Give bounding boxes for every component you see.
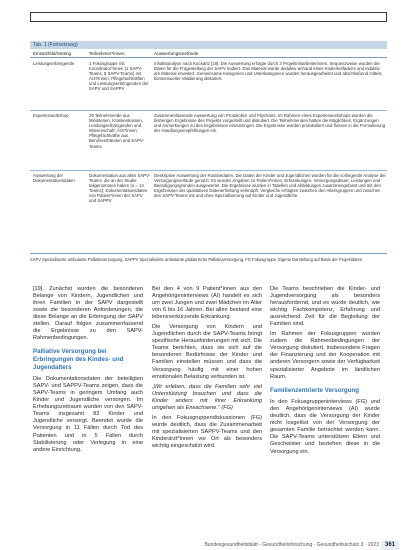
table-cell-setting: Auswertung der Dokumentationsdaten (33, 173, 75, 184)
table-cell-participants: Dokumentation aus allen SAPV-Teams, die an der Studie teilgenommen haben (n = 13 Teams); Dokumentationsdaten von Patient*innen der SAPV und SAPPV (89, 173, 151, 204)
table-bottom-rule (30, 253, 387, 254)
text-column-middle (152, 286, 262, 453)
table-cell-method: Zusammenfassende Auswertung von Protokollen und Flipcharts. Im Rahmen eines Expertenworkshops wurden die bisherigen Ergebnisse des Projekts vorgestellt und diskutiert. Die Teilnehmenden hatten die Möglichkeit, Ergänzungen und Anmerkungen zu den Ergebnissen einzubringen. Die Ergebnisse wurden protokolliert und flossen in die Formulierung der Handlungsempfehlungen ein. (154, 113, 386, 134)
section-heading: Palliative Versorgung bei Erbringungen des Kindes- und Jugendalters (33, 348, 124, 371)
table-title: Tab. 1 (Fortsetzung) (30, 41, 387, 49)
paragraph: Bei den 4 von 9 Patient*innen aus den Angehörigeninterviews (AI) handelt es sich um zwei Jungen und zwei Mädchen im Alter von 6 bis 16 Jahren. Bei allen bestand eine lebensverkürzende Erkrankung. (152, 286, 262, 321)
table-cell-method: Inhaltsanalyse nach Kuckartz [19]. Die Auswertung erfolgte durch 3 Projektmitarbeiterinnen. Sequenzweise wurden die Daten für die Fragestellung der SAPV kodiert. Das Material wurde deduktiv anhand eines Kodierleitfadens und induktiv am Material erweitert. Gemeinsame Kategorien und Unterkategorien wurden herausgearbeitet und abschließend mittels konsensueller Validierung diskutiert. (154, 61, 382, 82)
table-header-row (30, 50, 387, 58)
header-box (30, 12, 387, 22)
table-cell-method: Deskriptive Auswertung der Routinedaten. Die Daten der Kinder und Jugendlichen wurden für die vorliegende Analyse der Versorgungsverläufe genutzt. Es wurden Angaben zu Patient*innen, Erkrankungen, Versorgungsdauer, Leistungen und Beendigungsgründen ausgewertet. Die Ergebnisse wurden in Tabellen und Abbildungen zusammengefasst und mit den Ergebnissen der qualitativen Datenerhebung verknüpft. Vergleiche erfolgten zwischen den Altersgruppen und zwischen den SAPV-Teams mit und ohne Spezialisierung auf Kinder und Jugendliche. (154, 173, 386, 199)
paragraph: In den Fokusgruppendiskussionen (FG) wurde deutlich, dass die Zusammenarbeit mit spezialisierten SAPPV-Teams und den Kinderärzt*innen vor Ort als besonders wichtig eingeschätzt wird. (152, 414, 262, 449)
page-number: 361 (381, 541, 399, 550)
text-column-right (270, 286, 380, 459)
text-column-left (33, 286, 143, 457)
page-footer (0, 541, 413, 550)
paragraph: In den Fokusgruppeninterviews (FG) und den Angehörigeninterviews (AI) wurde deutlich, dass die Versorgung der Kinder nicht losgelöst von der Versorgung der gesamten Familie betrachtet werden kann. Die SAPV-Teams unterstützen Eltern und Geschwister und beziehen diese in die Versorgung ein. (270, 399, 380, 455)
paragraph: Im Rahmen der Fokusgruppen wurden zudem die Rahmenbedingungen der Versorgung diskutiert, insbesondere Fragen der Finanzierung und der Kooperation mit anderen Versorgern sowie der Verfügbarkeit spezialisierter Angebote im ländlichen Raum. (270, 331, 380, 380)
table-row (30, 111, 387, 167)
table-cell-participants: 29 Teilnehmende aus Ministerien, Krankenkassen, Leistungserbringenden und Wissenschaft; Ärzt*innen, Pflegefachkräfte aus Berufsverbänden und SAPV-Teams (89, 113, 144, 149)
table-cell-setting: Leistungserbringende (33, 61, 75, 66)
paragraph: [19]. Zunächst wurden die besonderen Belange von Kindern, Jugendlichen und ihren Familien in der SAPV dargestellt sowie die besonderen Anforderungen, die diese Belange an die Erbringung der SAPV stellen. Darauf folgen zusammenfassend die Ergebnisse zu den SAPV-Rahmenbedingungen. (33, 286, 143, 342)
paragraph: Die Teams beschrieben die Kinder- und Jugendversorgung als besonders herausfordernd, und es wurde deutlich, wie wichtig Fachkompetenz, Erfahrung und ausreichend Zeit für die Begleitung der Familien sind. (270, 286, 380, 328)
journal-citation: Bundesgesundheitsblatt - Gesundheitsforschung - Gesundheitsschutz 3 · 2023 (204, 542, 379, 548)
section-heading: Familienzentrierte Versorgung (270, 386, 360, 394)
table-header-setting: Einsatzfeld/Setting (33, 51, 72, 56)
table-header-method: Auswertungsmethode (154, 51, 199, 56)
quote: „Wir erleben, dass die Familien sehr viel Unterstützung brauchen und dass die Kinder anders mit ihrer Erkrankung umgehen als Erwachsene.“ (FG) (152, 383, 262, 411)
table-cell-setting: Expertenworkshop (33, 113, 69, 118)
paragraph: Die Versorgung von Kindern und Jugendlichen durch die SAPV-Teams bringt spezifische Herausforderungen mit sich. Die Teams berichten, dass sie sich auf die besonderen Bedürfnisse der Kinder und Familien einstellen müssen und dass die Versorgung häufig mit einer hohen emotionalen Belastung verbunden ist. (152, 324, 262, 380)
paragraph: Die Dokumentationsdaten der beteiligten SAPV- und SAPPV-Teams zeigen, dass die SAPV-Teams in geringem Umfang auch Kinder und Jugendliche versorgen. Im Erhebungszeitraum wurden von den SAPV-Teams insgesamt 83 Kinder und Jugendliche versorgt. Beendet wurde die Versorgung in 11 Fällen durch Tod des Patienten und in 5 Fällen durch Stabilisierung oder Verlegung in eine andere Einrichtung. (33, 376, 143, 453)
table-header-participants: Teilnehmer*innen (89, 51, 125, 56)
table-footnote: SAPV Spezialisierte ambulante Palliativversorgung, SAPPV Spezialisierte ambulante pädiatrische Palliativversorgung, FG Fokusgruppe. Eigene Darstellung auf Basis der Projektdaten (30, 257, 362, 262)
table-row (30, 171, 387, 251)
table-cell-participants: 1 Fokusgruppe mit Koordinator*innen (1 SAPV-Teams, 8 SAPV-Teams) mit Ärzt*innen, Pflegefachkräften und Leistungserbringenden der SAPV und SAPPV (89, 61, 149, 92)
table-row (30, 59, 387, 107)
